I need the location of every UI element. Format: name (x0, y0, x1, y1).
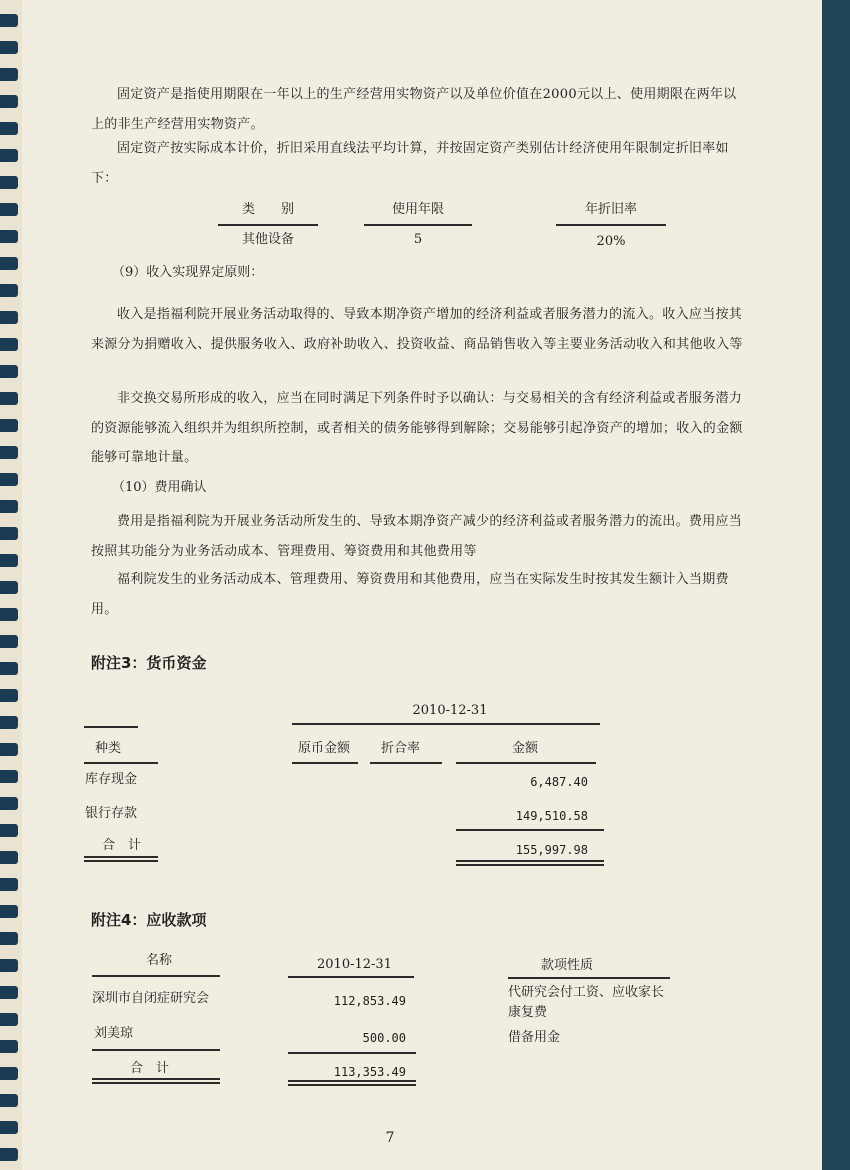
binding-ring (0, 797, 18, 810)
note4-rule-h2 (288, 976, 414, 978)
binding-ring (0, 1040, 18, 1053)
dep-header-years: 使用年限 (391, 202, 444, 217)
note3-total-double-rule (456, 860, 604, 866)
dep-header-rate: 年折旧率 (584, 202, 637, 217)
dep-row-years: 5 (413, 232, 423, 247)
note4-total-double-rule (92, 1078, 220, 1084)
note3-rule-h3 (370, 762, 442, 764)
dep-rule-3 (556, 224, 666, 226)
binding-ring (0, 932, 18, 945)
spiral-binding (0, 0, 22, 1170)
note4-row-nature: 借备用金 (508, 1030, 561, 1045)
binding-ring (0, 608, 18, 621)
binding-ring (0, 500, 18, 513)
note4-row-name: 刘美琼 (94, 1026, 134, 1041)
note4-header-date: 2010-12-31 (317, 957, 392, 972)
binding-ring (0, 554, 18, 567)
note3-total-double-rule (84, 856, 158, 862)
binding-ring (0, 257, 18, 270)
note3-title: 附注3：货币资金 (91, 654, 207, 672)
binding-ring (0, 68, 18, 81)
note4-row-amount: 500.00 (362, 1031, 406, 1045)
note3-rule-top (292, 723, 600, 725)
note4-header-nature: 款项性质 (541, 958, 594, 973)
binding-ring (0, 473, 18, 486)
section-9-title: （9）收入实现界定原则： (112, 265, 264, 280)
binding-ring (0, 635, 18, 648)
note4-header-name: 名称 (146, 953, 173, 968)
note4-rule-subtotal (92, 1049, 220, 1051)
note3-date: 2010-12-31 (412, 703, 488, 718)
binding-ring (0, 365, 18, 378)
note4-rule-h1 (92, 975, 220, 977)
binding-ring (0, 824, 18, 837)
note3-row-amount: 149,510.58 (515, 809, 588, 823)
binding-ring (0, 1067, 18, 1080)
note3-header-amount: 金额 (512, 741, 539, 756)
note4-row-nature: 代研究会付工资、应收家长康复费 (508, 985, 665, 1020)
binding-ring (0, 311, 18, 324)
revenue-recognition: 非交换交易所形成的收入，应当在同时满足下列条件时予以确认：与交易相关的含有经济利益或者服务潜力的资源能够流入组织并为组织所控制，或者相关的债务能够得到解除；交易能够引起净资产的增加；收入的金额能够可靠地计量。 (91, 391, 743, 465)
binding-ring (0, 743, 18, 756)
dep-rule-2 (364, 224, 472, 226)
note3-header-original: 原币金额 (298, 741, 351, 756)
dep-row-rate: 20% (596, 234, 626, 249)
dep-header-category: 类 别 (241, 202, 294, 217)
binding-ring (0, 122, 18, 135)
binding-ring (0, 527, 18, 540)
binding-ring (0, 14, 18, 27)
binding-ring (0, 905, 18, 918)
binding-ring (0, 689, 18, 702)
note4-row-name: 深圳市自闭症研究会 (92, 991, 210, 1006)
note3-total-amount: 155,997.98 (515, 843, 588, 857)
binding-ring (0, 203, 18, 216)
note3-header-rate: 折合率 (381, 741, 421, 756)
binding-ring (0, 770, 18, 783)
fixed-asset-definition: 固定资产是指使用期限在一年以上的生产经营用实物资产以及单位价值在2000元以上、使用期限在两年以上的非生产经营用实物资产。 (91, 87, 737, 132)
note3-row-name: 库存现金 (85, 772, 138, 787)
note4-rule-subtotal (288, 1052, 416, 1054)
note3-rule-h2 (292, 762, 358, 764)
dep-rule-1 (218, 224, 318, 226)
expense-recognition: 福利院发生的业务活动成本、管理费用、筹资费用和其他费用，应当在实际发生时按其发生额计入当期费用。 (91, 572, 729, 617)
note3-row-amount: 6,487.40 (530, 775, 588, 789)
binding-ring (0, 959, 18, 972)
binding-ring (0, 986, 18, 999)
binding-ring (0, 392, 18, 405)
binding-ring (0, 176, 18, 189)
note4-row-amount: 112,853.49 (333, 994, 406, 1008)
note3-header-kind: 种类 (95, 741, 122, 756)
binding-ring (0, 1013, 18, 1026)
binding-ring (0, 419, 18, 432)
binding-ring (0, 662, 18, 675)
binding-ring (0, 446, 18, 459)
binding-ring (0, 149, 18, 162)
binding-ring (0, 878, 18, 891)
note4-title: 附注4：应收款项 (91, 911, 207, 929)
binding-ring (0, 716, 18, 729)
binding-ring (0, 230, 18, 243)
note4-total-label: 合 计 (130, 1061, 170, 1076)
note3-rule-top-left (84, 726, 138, 728)
note3-total-label: 合 计 (102, 838, 142, 853)
note4-total-amount: 113,353.49 (333, 1065, 406, 1079)
binding-ring (0, 1148, 18, 1161)
note3-rule-subtotal (456, 829, 604, 831)
binding-ring (0, 41, 18, 54)
binding-ring (0, 284, 18, 297)
binding-ring (0, 581, 18, 594)
binding-ring (0, 338, 18, 351)
binding-ring (0, 1094, 18, 1107)
binding-ring (0, 1121, 18, 1134)
note3-rule-h4 (456, 762, 596, 764)
depreciation-policy: 固定资产按实际成本计价，折旧采用直线法平均计算，并按固定资产类别估计经济使用年限制定折旧率如下： (91, 141, 729, 186)
note4-total-double-rule (288, 1080, 416, 1086)
dep-row-category: 其他设备 (241, 232, 294, 247)
section-10-title: （10）费用确认 (112, 480, 207, 495)
page-number: 7 (385, 1130, 395, 1146)
note4-rule-h3 (508, 977, 670, 979)
note3-row-name: 银行存款 (85, 806, 138, 821)
binding-ring (0, 95, 18, 108)
expense-definition: 费用是指福利院为开展业务活动所发生的、导致本期净资产减少的经济利益或者服务潜力的流出。费用应当按照其功能分为业务活动成本、管理费用、筹资费用和其他费用等 (91, 514, 743, 559)
binding-ring (0, 851, 18, 864)
revenue-definition: 收入是指福利院开展业务活动取得的、导致本期净资产增加的经济利益或者服务潜力的流入。收入应当按其来源分为捐赠收入、提供服务收入、政府补助收入、投资收益、商品销售收入等主要业务活动收入和其他收入等 (91, 307, 743, 352)
note3-rule-h1 (84, 762, 158, 764)
